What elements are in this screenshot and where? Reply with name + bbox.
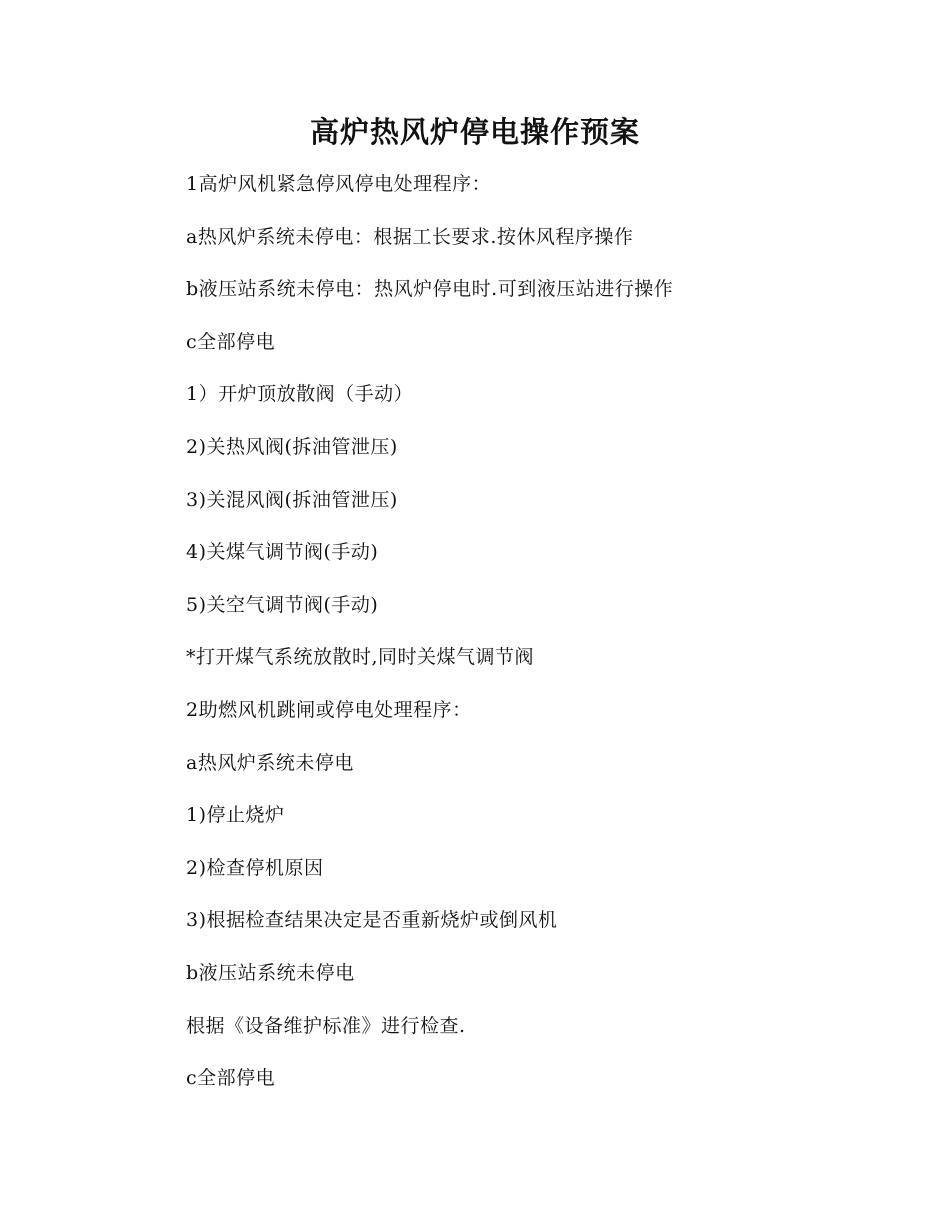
body-line: 1）开炉顶放散阀（手动） <box>186 383 414 406</box>
body-line: 1高炉风机紧急停风停电处理程序： <box>186 173 492 195</box>
body-line: c全部停电 <box>186 1067 276 1090</box>
body-line: 2)检查停机原因 <box>186 856 324 879</box>
body-line: 3)根据检查结果决定是否重新烧炉或倒风机 <box>186 909 558 932</box>
body-line: c全部停电 <box>186 330 276 353</box>
body-line: 1)停止烧炉 <box>186 804 285 827</box>
body-line: b液压站系统未停电：热风炉停电时.可到液压站进行操作 <box>186 278 674 301</box>
document-title: 高炉热风炉停电操作预案 <box>309 115 640 149</box>
body-line: 2)关热风阀(拆油管泄压) <box>186 435 398 458</box>
body-line: 2助燃风机跳闸或停电处理程序： <box>186 698 472 721</box>
body-line: a热风炉系统未停电：根据工长要求.按休风程序操作 <box>186 225 634 248</box>
body-line: a热风炉系统未停电 <box>186 751 354 774</box>
body-line: 4)关煤气调节阀(手动) <box>186 541 379 564</box>
body-line: 3)关混风阀(拆油管泄压) <box>186 488 398 511</box>
body-line: 根据《设备维护标准》进行检查. <box>186 1014 466 1037</box>
body-line: *打开煤气系统放散时,同时关煤气调节阀 <box>186 646 535 669</box>
body-line: 5)关空气调节阀(手动) <box>186 593 379 616</box>
document-body <box>186 168 886 1115</box>
body-line: b液压站系统未停电 <box>186 961 355 984</box>
